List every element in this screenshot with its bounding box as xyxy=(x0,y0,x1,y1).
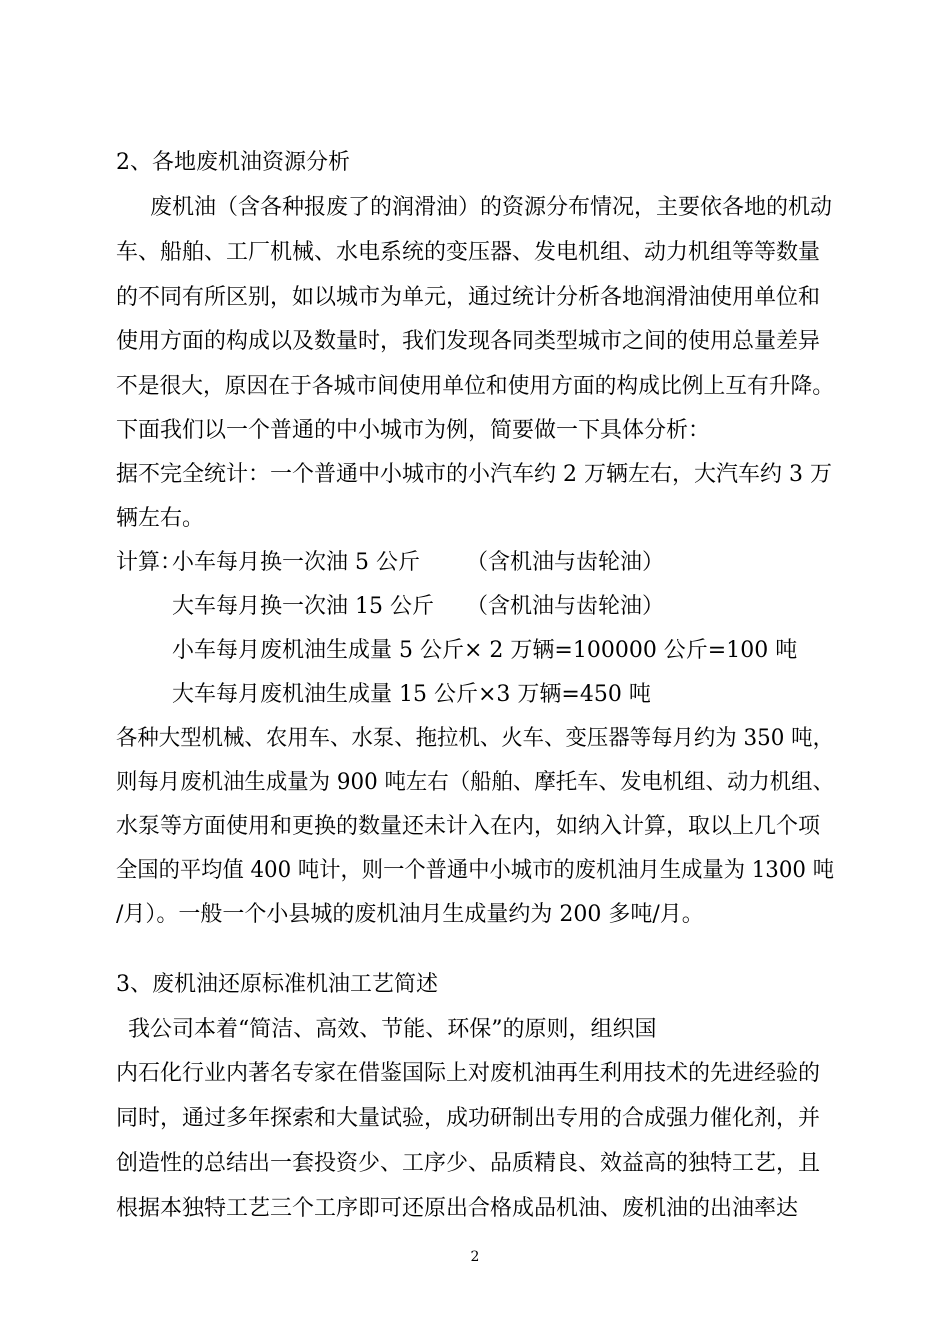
paragraph-line: 水泵等方面使用和更换的数量还未计入在内，如纳入计算，取以上几个项 xyxy=(116,814,821,839)
calc-line-main: 大车每月换一次油 15 公斤 xyxy=(172,594,434,619)
paragraph-line: 不是很大，原因在于各城市间使用单位和使用方面的构成比例上互有升降。 xyxy=(116,374,835,399)
paragraph-line: 的不同有所区别，如以城市为单元，通过统计分析各地润滑油使用单位和 xyxy=(116,285,821,310)
paragraph-line: 创造性的总结出一套投资少、工序少、品质精良、效益高的独特工艺，且 xyxy=(116,1151,821,1176)
paragraph-line: /月）。一般一个小县城的废机油月生成量约为 200 多吨/月。 xyxy=(116,902,704,927)
paragraph-line: 内石化行业内著名专家在借鉴国际上对废机油再生利用技术的先进经验的 xyxy=(116,1061,821,1086)
calc-line-note: （含机油与齿轮油） xyxy=(466,594,665,619)
paragraph-line: 全国的平均值 400 吨计，则一个普通中小城市的废机油月生成量为 1300 吨 xyxy=(116,858,835,883)
calc-line-main: 小车每月换一次油 5 公斤 xyxy=(172,550,420,575)
paragraph-line: 同时，通过多年探索和大量试验，成功研制出专用的合成强力催化剂，并 xyxy=(116,1106,821,1131)
calc-line-main: 小车每月废机油生成量 5 公斤× 2 万辆=100000 公斤=100 吨 xyxy=(172,638,798,663)
paragraph-line: 废机油（含各种报废了的润滑油）的资源分布情况，主要依各地的机动 xyxy=(150,195,833,220)
section-2-heading: 2、各地废机油资源分析 xyxy=(116,150,350,175)
paragraph-line: 则每月废机油生成量为 900 吨左右（船舶、摩托车、发电机组、动力机组、 xyxy=(116,770,834,795)
statistics-line: 据不完全统计：一个普通中小城市的小汽车约 2 万辆左右，大汽车约 3 万 xyxy=(116,462,832,487)
calc-line-note: （含机油与齿轮油） xyxy=(466,550,665,575)
calc-label: 计算： xyxy=(116,550,183,575)
section-3-heading: 3、废机油还原标准机油工艺简述 xyxy=(116,972,438,997)
paragraph-line: 使用方面的构成以及数量时，我们发现各同类型城市之间的使用总量差异 xyxy=(116,329,821,354)
paragraph-line: 车、船舶、工厂机械、水电系统的变压器、发电机组、动力机组等等数量 xyxy=(116,240,821,265)
paragraph-line: 我公司本着“简洁、高效、节能、环保”的原则，组织国 xyxy=(128,1017,657,1042)
page-number: 2 xyxy=(470,1249,480,1265)
statistics-line: 辆左右。 xyxy=(116,506,205,531)
paragraph-line: 各种大型机械、农用车、水泵、拖拉机、火车、变压器等每月约为 350 吨， xyxy=(116,726,834,751)
paragraph-line: 下面我们以一个普通的中小城市为例，简要做一下具体分析： xyxy=(116,418,711,443)
calc-line-main: 大车每月废机油生成量 15 公斤×3 万辆=450 吨 xyxy=(172,682,651,707)
paragraph-line: 根据本独特工艺三个工序即可还原出合格成品机油、废机油的出油率达 xyxy=(116,1196,799,1221)
